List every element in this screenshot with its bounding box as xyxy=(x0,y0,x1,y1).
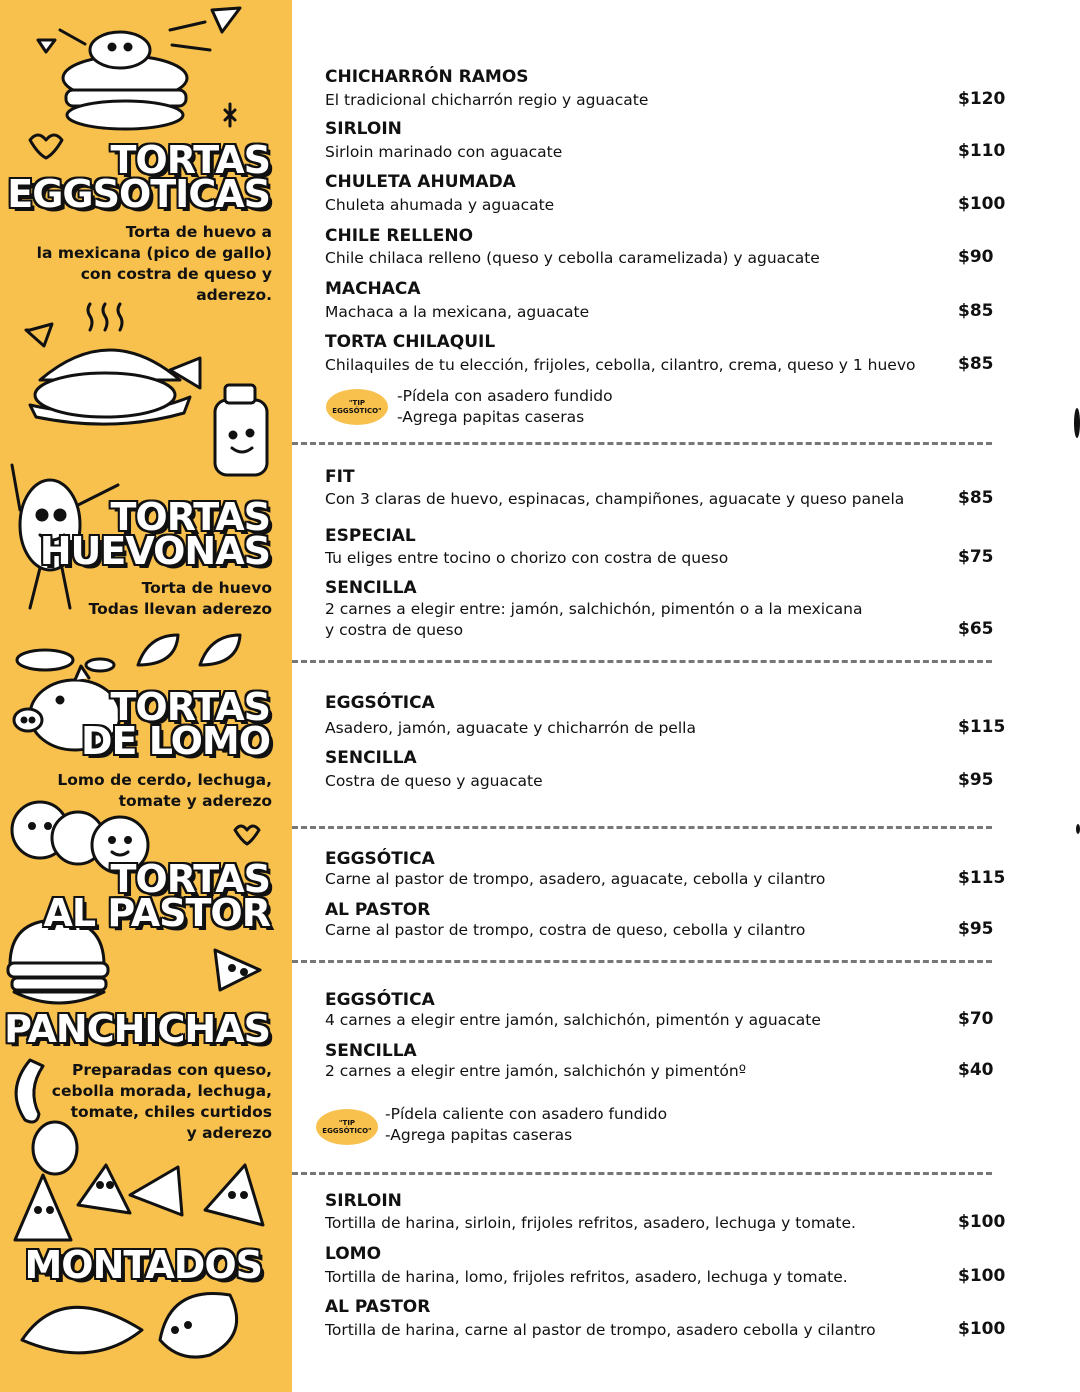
menu-item-price: $100 xyxy=(958,1266,1006,1286)
menu-item-description: Tortilla de harina, sirloin, frijoles refritos, asadero, lechuga y tomate. xyxy=(325,1214,856,1232)
nacho-doodle-icon xyxy=(15,1165,263,1240)
category-title-tortas-eggsoticas: TORTAS EGGSOTICAS xyxy=(7,138,270,216)
menu-item-name: EGGSÓTICA xyxy=(325,849,435,869)
section-divider xyxy=(292,960,992,963)
menu-item-description: Chile chilaca relleno (queso y cebolla caramelizada) y aguacate xyxy=(325,249,820,267)
tip-badge: "TIP EGGSÓTICO" xyxy=(326,389,388,425)
category-description-panchichas: Preparadas con queso, cebolla morada, lechuga, tomate, chiles curtidos y aderezo xyxy=(51,1061,272,1142)
menu-item-description: El tradicional chicharrón regio y aguacate xyxy=(325,91,649,109)
menu-item-name: MACHACA xyxy=(325,279,421,299)
menu-item-name: EGGSÓTICA xyxy=(325,693,435,713)
category-title-panchichas: PANCHICHAS xyxy=(4,1007,270,1051)
menu-item-description: 4 carnes a elegir entre jamón, salchichón, pimentón y aguacate xyxy=(325,1011,821,1029)
menu-item-price: $65 xyxy=(958,619,994,639)
bottle-doodle-icon xyxy=(215,385,267,475)
menu-item-description: Chilaquiles de tu elección, frijoles, cebolla, cilantro, crema, queso y 1 huevo xyxy=(325,356,916,374)
menu-item-description: Chuleta ahumada y aguacate xyxy=(325,196,555,214)
section-divider xyxy=(292,442,992,445)
menu-item-price: $115 xyxy=(958,868,1006,888)
edge-mark xyxy=(1074,408,1080,438)
menu-item-price: $40 xyxy=(958,1060,994,1080)
menu-item-description: Asadero, jamón, aguacate y chicharrón de pella xyxy=(325,719,696,737)
menu-item-description: Costra de queso y aguacate xyxy=(325,772,543,790)
category-title-tortas-de-lomo: TORTAS DE LOMO xyxy=(80,685,270,763)
category-title-tortas-huevonas: TORTAS HUEVONAS xyxy=(39,495,270,573)
menu-item-price: $100 xyxy=(958,1319,1006,1339)
menu-item-price: $85 xyxy=(958,488,994,508)
menu-item-name: CHICHARRÓN RAMOS xyxy=(325,67,529,87)
menu-item-name: ESPECIAL xyxy=(325,526,416,546)
section-divider xyxy=(292,660,992,663)
menu-item-description: Con 3 claras de huevo, espinacas, champiñones, aguacate y queso panela xyxy=(325,490,905,508)
category-title-montados: MONTADOS xyxy=(24,1243,262,1287)
menu-item-price: $70 xyxy=(958,1009,994,1029)
category-description-tortas-de-lomo: Lomo de cerdo, lechuga, tomate y aderezo xyxy=(57,771,272,810)
menu-item-price: $120 xyxy=(958,89,1006,109)
tip-text: -Pídela con asadero fundido -Agrega papitas caseras xyxy=(397,387,613,426)
menu-item-name: CHULETA AHUMADA xyxy=(325,172,516,192)
category-description-tortas-eggsoticas: Torta de huevo a la mexicana (pico de gallo) con costra de queso y aderezo. xyxy=(36,223,272,304)
menu-item-price: $90 xyxy=(958,247,994,267)
menu-item-name: SENCILLA xyxy=(325,1041,417,1061)
menu-item-price: $85 xyxy=(958,301,994,321)
sidebar xyxy=(0,0,292,1392)
menu-item-price: $110 xyxy=(958,141,1006,161)
menu-item-name: EGGSÓTICA xyxy=(325,990,435,1010)
menu-item-price: $115 xyxy=(958,717,1006,737)
menu-item-description: 2 carnes a elegir entre jamón, salchichón y pimentónº xyxy=(325,1062,747,1080)
menu-item-name: SIRLOIN xyxy=(325,1191,402,1211)
tip-badge: "TIP EGGSÓTICO" xyxy=(316,1109,378,1145)
category-title-tortas-al-pastor: TORTAS AL PASTOR xyxy=(43,857,270,935)
menu-item-name: CHILE RELLENO xyxy=(325,226,474,246)
menu-item-price: $95 xyxy=(958,770,994,790)
menu-item-name: FIT xyxy=(325,467,355,487)
sandwich-doodle-icon xyxy=(26,304,200,424)
menu-item-description: Tortilla de harina, lomo, frijoles refritos, asadero, lechuga y tomate. xyxy=(325,1268,848,1286)
menu-item-name: SENCILLA xyxy=(325,748,417,768)
menu-item-description: 2 carnes a elegir entre: jamón, salchichón, pimentón o a la mexicana y costra de queso xyxy=(325,600,863,639)
menu-item-description: Tortilla de harina, carne al pastor de trompo, asadero cebolla y cilantro xyxy=(325,1321,876,1339)
menu-item-description: Machaca a la mexicana, aguacate xyxy=(325,303,590,321)
section-divider xyxy=(292,826,992,829)
section-divider xyxy=(292,1172,992,1175)
menu-item-price: $100 xyxy=(958,194,1006,214)
menu-item-price: $75 xyxy=(958,547,994,567)
menu-item-description: Sirloin marinado con aguacate xyxy=(325,143,563,161)
egg-torta-doodle-icon xyxy=(38,8,240,129)
menu-item-name: SENCILLA xyxy=(325,578,417,598)
menu-item-description: Tu eliges entre tocino o chorizo con costra de queso xyxy=(325,549,729,567)
category-description-tortas-huevonas: Torta de huevo Todas llevan aderezo xyxy=(88,579,272,618)
menu-item-name: AL PASTOR xyxy=(325,1297,431,1317)
menu-item-description: Carne al pastor de trompo, asadero, aguacate, cebolla y cilantro xyxy=(325,870,826,888)
edge-mark xyxy=(1076,824,1080,834)
menu-item-price: $85 xyxy=(958,354,994,374)
menu-item-price: $95 xyxy=(958,919,994,939)
menu-item-name: AL PASTOR xyxy=(325,900,431,920)
tip-text: -Pídela caliente con asadero fundido -Agrega papitas caseras xyxy=(385,1105,668,1144)
menu-item-price: $100 xyxy=(958,1212,1006,1232)
menu-item-name: SIRLOIN xyxy=(325,119,402,139)
quesadilla-doodle-icon xyxy=(22,1293,237,1357)
menu-item-name: LOMO xyxy=(325,1244,382,1264)
menu-item-description: Carne al pastor de trompo, costra de queso, cebolla y cilantro xyxy=(325,921,806,939)
menu-item-name: TORTA CHILAQUIL xyxy=(325,332,496,352)
